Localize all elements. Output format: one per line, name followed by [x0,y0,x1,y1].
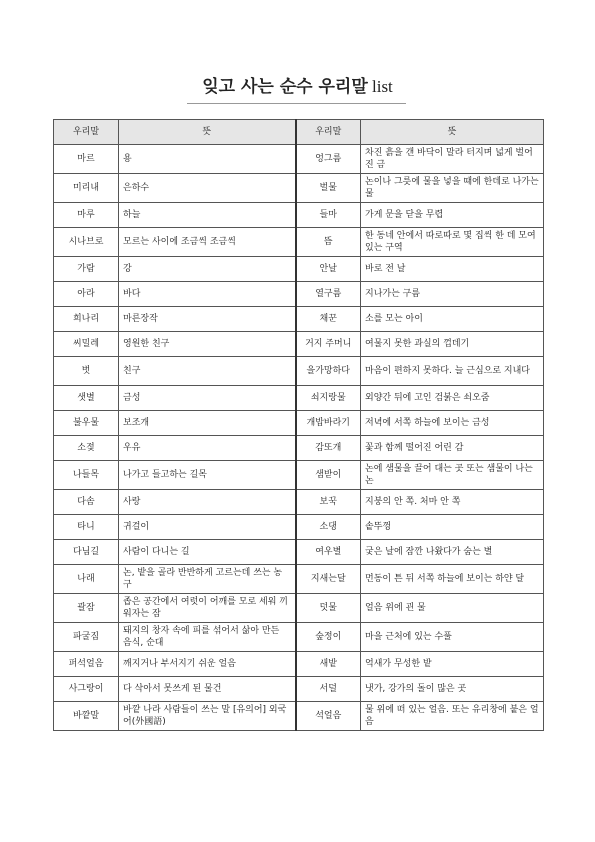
table-row [54,677,544,702]
meaning-cell: 귀걸이 [119,515,296,540]
word-cell: 퍼석얼음 [54,652,119,677]
table-row [54,461,544,490]
word-cell: 덧물 [296,594,361,623]
word-cell: 뜸 [296,228,361,257]
table-row [54,282,544,307]
table-row [54,540,544,565]
meaning-cell: 나가고 들고하는 길목 [119,461,296,490]
word-cell: 샛별 [54,386,119,411]
word-cell: 아라 [54,282,119,307]
header-word-1: 우리말 [54,120,119,145]
word-cell: 거지 주머니 [296,332,361,357]
vocabulary-table [53,119,544,731]
word-cell: 미리내 [54,174,119,203]
word-cell: 가람 [54,257,119,282]
table-row [54,228,544,257]
word-cell: 소젖 [54,436,119,461]
meaning-cell: 하늘 [119,203,296,228]
meaning-cell: 좁은 공간에서 여럿이 어깨를 모로 세워 끼워자는 잠 [119,594,296,623]
table-body [54,145,544,731]
meaning-cell: 억새가 무성한 밭 [361,652,544,677]
word-cell: 여우별 [296,540,361,565]
word-cell: 마르 [54,145,119,174]
word-cell: 다님길 [54,540,119,565]
word-cell: 쇠지랑물 [296,386,361,411]
word-cell: 석얼음 [296,702,361,731]
meaning-cell: 모르는 사이에 조금씩 조금씩 [119,228,296,257]
meaning-cell: 사람이 다니는 길 [119,540,296,565]
word-cell: 소댕 [296,515,361,540]
meaning-cell: 솥뚜껑 [361,515,544,540]
meaning-cell: 바깥 나라 사람들이 쓰는 말 [유의어] 외국어(外國語) [119,702,296,731]
meaning-cell: 차진 흙을 갠 바닥이 말라 터지며 넓게 벌어진 금 [361,145,544,174]
word-cell: 새밭 [296,652,361,677]
word-cell: 지새는달 [296,565,361,594]
meaning-cell: 지나가는 구름 [361,282,544,307]
meaning-cell: 외양간 뒤에 고인 검붉은 쇠오줌 [361,386,544,411]
title-underline [187,103,406,104]
word-cell: 씨밀레 [54,332,119,357]
meaning-cell: 강 [119,257,296,282]
table-row [54,203,544,228]
meaning-cell: 논에 샘물을 끌어 대는 곳 또는 샘물이 나는 논 [361,461,544,490]
word-cell: 엉그름 [296,145,361,174]
table-row [54,436,544,461]
meaning-cell: 은하수 [119,174,296,203]
table-row [54,174,544,203]
header-meaning-2: 뜻 [361,120,544,145]
table-row [54,332,544,357]
meaning-cell: 다 삭아서 못쓰게 된 물건 [119,677,296,702]
meaning-cell: 사랑 [119,490,296,515]
title-suffix: list [367,77,393,96]
word-cell: 사그랑이 [54,677,119,702]
meaning-cell: 영원한 친구 [119,332,296,357]
word-cell: 채꾼 [296,307,361,332]
meaning-cell: 친구 [119,357,296,386]
word-cell: 보꾹 [296,490,361,515]
meaning-cell: 마을 근처에 있는 수풀 [361,623,544,652]
meaning-cell: 지붕의 안 쪽. 처마 안 쪽 [361,490,544,515]
word-cell: 샘받이 [296,461,361,490]
table-row [54,652,544,677]
word-cell: 감또개 [296,436,361,461]
word-cell: 타니 [54,515,119,540]
header-meaning-1: 뜻 [119,120,296,145]
table-row [54,257,544,282]
table-row [54,594,544,623]
meaning-cell: 보조개 [119,411,296,436]
meaning-cell: 냇가, 강가의 돌이 많은 곳 [361,677,544,702]
meaning-cell: 바다 [119,282,296,307]
word-cell: 개밥바라기 [296,411,361,436]
table-row [54,411,544,436]
meaning-cell: 물 위에 떠 있는 얼음. 또는 유리창에 붙은 얼음 [361,702,544,731]
table-row [54,307,544,332]
meaning-cell: 가게 문을 닫을 무렵 [361,203,544,228]
table-row [54,623,544,652]
word-cell: 다솜 [54,490,119,515]
word-cell: 열구름 [296,282,361,307]
title-main: 잊고 사는 순수 우리말 [202,77,368,97]
meaning-cell: 논, 밭을 골라 반반하게 고르는데 쓰는 농구 [119,565,296,594]
meaning-cell: 여물지 못한 과실의 껍데기 [361,332,544,357]
table-row [54,490,544,515]
meaning-cell: 궂은 날에 잠깐 나왔다가 숨는 별 [361,540,544,565]
word-cell: 숲정이 [296,623,361,652]
table-header-row [54,120,544,145]
meaning-cell: 저녁에 서쪽 하늘에 보이는 금성 [361,411,544,436]
meaning-cell: 논이나 그릇에 물을 넣을 때에 한데로 나가는 물 [361,174,544,203]
word-cell: 파굴짐 [54,623,119,652]
table-row [54,515,544,540]
table-row [54,357,544,386]
word-cell: 괄잠 [54,594,119,623]
word-cell: 나들목 [54,461,119,490]
word-cell: 서덜 [296,677,361,702]
page-title [0,72,595,97]
meaning-cell: 소를 모는 아이 [361,307,544,332]
word-cell: 벗 [54,357,119,386]
meaning-cell: 금성 [119,386,296,411]
meaning-cell: 꽃과 함께 떨어진 어린 감 [361,436,544,461]
meaning-cell: 용 [119,145,296,174]
meaning-cell: 먼동이 튼 뒤 서쪽 하늘에 보이는 하얀 달 [361,565,544,594]
word-cell: 벌물 [296,174,361,203]
meaning-cell: 마른장작 [119,307,296,332]
meaning-cell: 한 동네 안에서 따로따로 몇 집씩 한 데 모여 있는 구역 [361,228,544,257]
word-cell: 들마 [296,203,361,228]
word-cell: 마루 [54,203,119,228]
meaning-cell: 돼지의 창자 속에 피를 섞어서 삶아 만든 음식, 순대 [119,623,296,652]
table-row [54,145,544,174]
header-word-2: 우리말 [296,120,361,145]
meaning-cell: 우유 [119,436,296,461]
word-cell: 나래 [54,565,119,594]
meaning-cell: 마음이 편하지 못하다. 늘 근심으로 지내다 [361,357,544,386]
word-cell: 희나리 [54,307,119,332]
table-row [54,702,544,731]
meaning-cell: 바로 전 날 [361,257,544,282]
word-cell: 바깥말 [54,702,119,731]
word-cell: 을가망하다 [296,357,361,386]
table-row [54,386,544,411]
word-cell: 안날 [296,257,361,282]
word-cell: 불우물 [54,411,119,436]
table-row [54,565,544,594]
word-cell: 시나브로 [54,228,119,257]
meaning-cell: 깨지거나 부서지기 쉬운 얼음 [119,652,296,677]
meaning-cell: 얼음 위에 괸 물 [361,594,544,623]
